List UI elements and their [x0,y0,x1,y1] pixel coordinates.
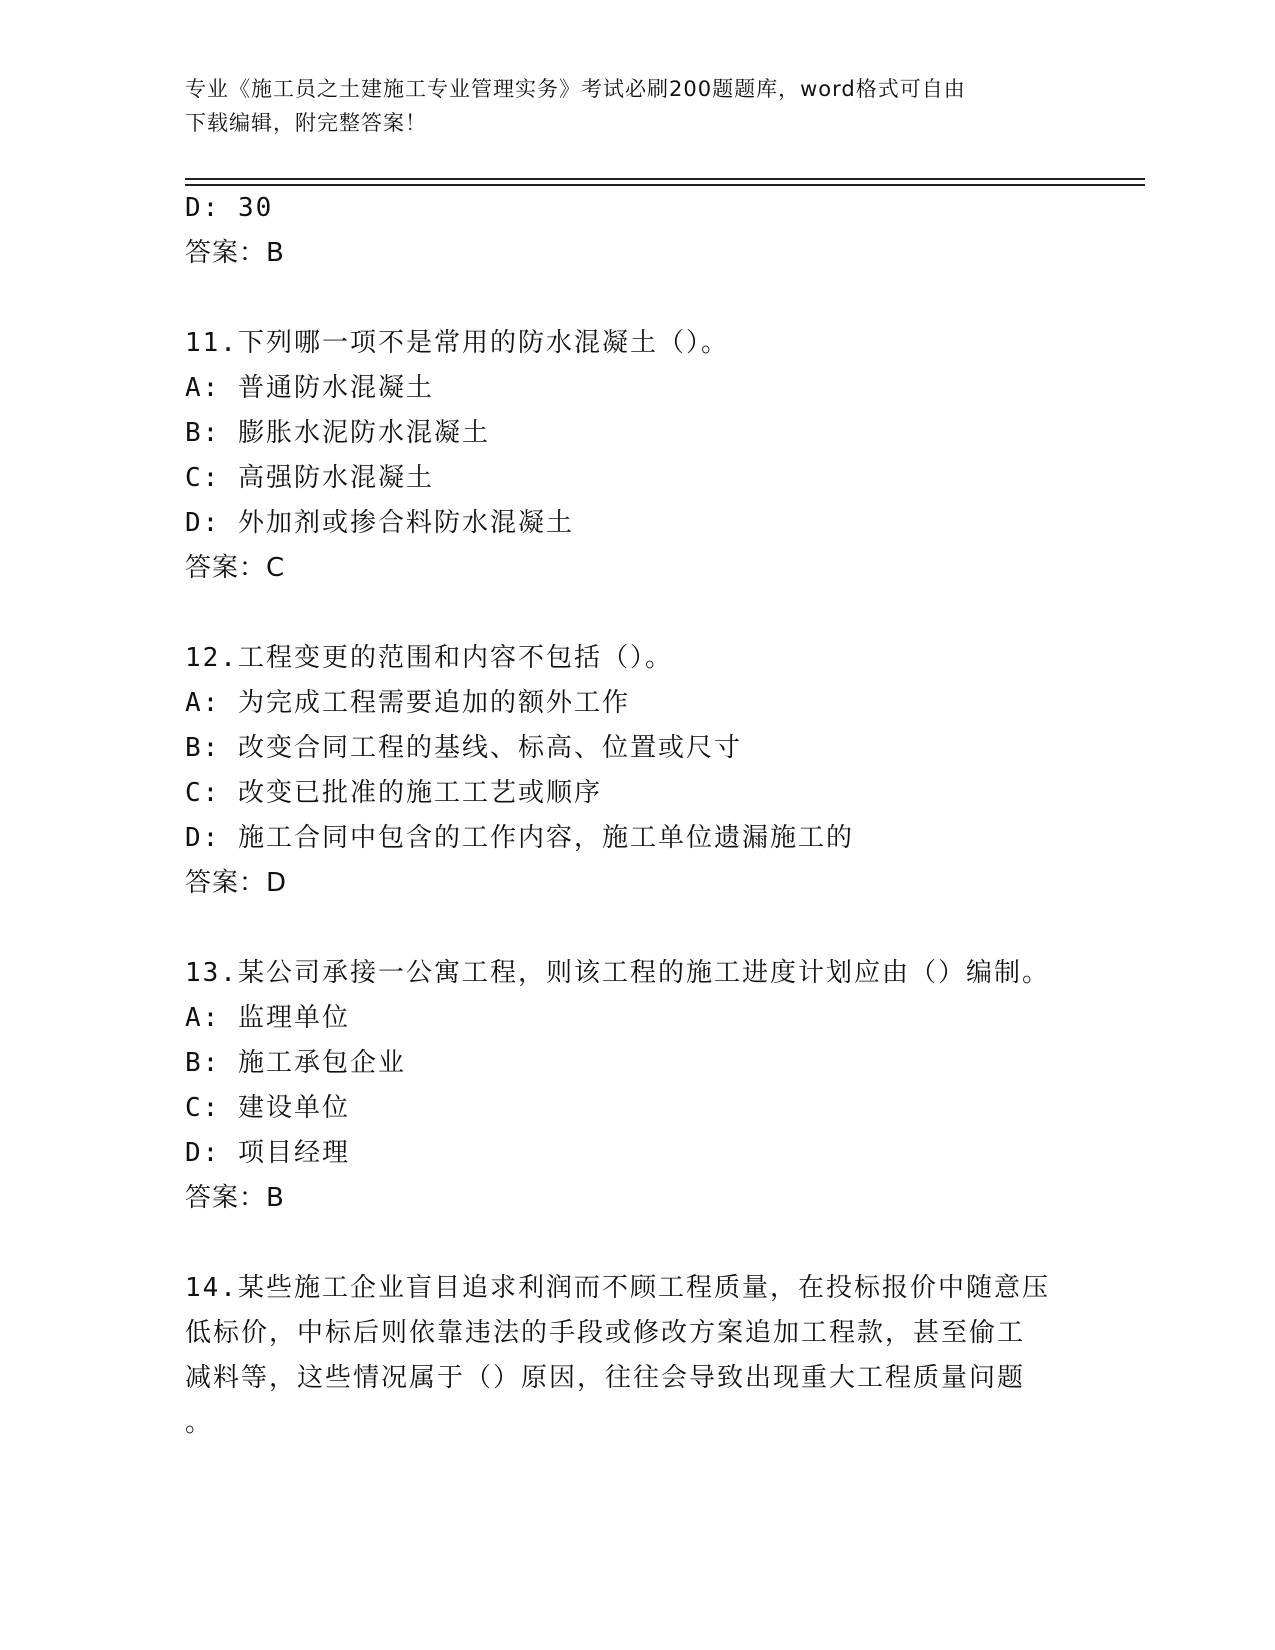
spacer [185,591,1085,636]
page-header [185,72,1065,140]
option-a: A: 普通防水混凝土 [185,373,434,403]
option-b: B: 施工承包企业 [185,1048,406,1078]
option-a: A: 为完成工程需要追加的额外工作 [185,688,630,718]
option-b: B: 膨胀水泥防水混凝土 [185,418,490,448]
option-d: D: 施工合同中包含的工作内容，施工单位遗漏施工的 [185,823,854,853]
question-stem: 12.工程变更的范围和内容不包括（）。 [185,643,673,673]
document-body [185,186,1085,1446]
answer-line: 答案：B [185,238,285,268]
option-b: B: 改变合同工程的基线、标高、位置或尺寸 [185,733,742,763]
question-stem: 11.下列哪一项不是常用的防水混凝土（）。 [185,328,729,358]
spacer [185,1221,1085,1266]
question-stem-line-1: 14.某些施工企业盲目追求利润而不顾工程质量，在投标报价中随意压 [185,1273,1050,1303]
header-title-line-1: 专业《施工员之土建施工专业管理实务》考试必刷200题题库，word格式可自由 [185,77,966,101]
question-stem-line-2: 低标价，中标后则依靠违法的手段或修改方案追加工程款，甚至偷工 [185,1318,1026,1348]
answer-line: 答案：C [185,553,286,583]
option-a: A: 监理单位 [185,1003,350,1033]
answer-line: 答案：B [185,1183,285,1213]
question-stem-line-4: 。 [185,1408,214,1438]
option-c: C: 建设单位 [185,1093,350,1123]
question-stem-line-3: 减料等，这些情况属于（）原因，往往会导致出现重大工程质量问题 [185,1363,1026,1393]
header-title-line-2: 下载编辑，附完整答案！ [185,111,427,135]
question-stem: 13.某公司承接一公寓工程，则该工程的施工进度计划应由（）编制。 [185,958,1050,988]
option-d: D: 30 [185,193,274,223]
spacer [185,276,1085,321]
option-c: C: 高强防水混凝土 [185,463,434,493]
header-divider-top [185,178,1145,180]
answer-line: 答案：D [185,868,288,898]
option-d: D: 项目经理 [185,1138,350,1168]
option-c: C: 改变已批准的施工工艺或顺序 [185,778,602,808]
spacer [185,906,1085,951]
option-d: D: 外加剂或掺合料防水混凝土 [185,508,574,538]
